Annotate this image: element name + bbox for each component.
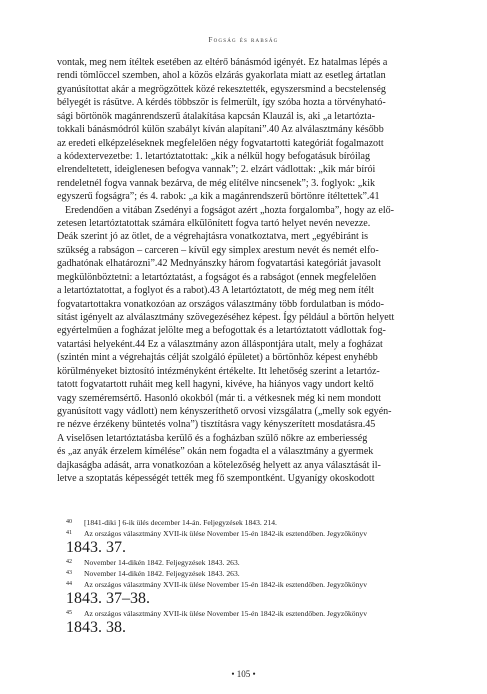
body-line: szükség a rabságon – carceren – kívül egy simplex arestum nevét és nemét elfo-: [57, 244, 379, 256]
footnote: [66, 528, 432, 539]
body-line: rendeletnél fogva vannak bezárva, de még elítélve nincsenek”; 3. foglyok: „kik: [57, 177, 376, 189]
body-line: dajkaságba adását, arra vonatkozóan a kötelezőség helyett az anya választását il-: [57, 459, 381, 471]
footnote-text: November 14-dikén 1842. Feljegyzések 1843. 263.: [84, 558, 240, 567]
body-line: zetesen letartóztatottak számára elkülönített fogva tartó helyet nevén nevezze.: [57, 218, 371, 230]
footnote-text: [1841-diki ] 6-ik ülés december 14-án. Feljegyzések 1843. 214.: [84, 518, 277, 527]
body-line: a kódextervezetbe: 1. letartóztatottak: „kik a nélkül hogy befogatásuk bíróilag: [57, 150, 371, 162]
footnote: [66, 608, 432, 619]
body-line: egyszerű fogságra”; és 4. rabok: „a kik a magánrendszerű börtönre ítéltettek”.41: [57, 191, 380, 203]
footnote-text: Az országos választmány XVII-ik ülése November 15-én 1842-ik esztendőben. Jegyzőkönyv: [84, 609, 367, 618]
body-line: vatartási helyeként.44 Ez a választmány azon álláspontjára utalt, mely a fogházat: [57, 338, 383, 350]
body-line: tokkali bánásmódról külön szabályt kíván alapítani”.40 Az alválasztmány később: [57, 124, 384, 136]
footnote-number: 42: [66, 559, 72, 565]
body-text: [57, 56, 432, 486]
body-line: tatott fogvatartott ruháit meg kell hagyni, kivéve, ha hiányos vagy undort keltő: [57, 379, 374, 391]
footnote-text: November 14-dikén 1842. Feljegyzések 1843. 263.: [84, 569, 240, 578]
footnote-text: Az országos választmány XVII-ik ülése November 15-én 1842-ik esztendőben. Jegyzőkönyv: [84, 529, 367, 538]
body-line: letve a szoptatás képességét tették meg fő szempontként. Ugyanígy okoskodott: [57, 473, 375, 485]
footnote-number: 45: [66, 610, 72, 616]
body-line: gyanúsított vagy vádlott) nem kényszeríthető orvosi vizsgálatra („melly sok egyén-: [57, 405, 392, 417]
body-line: fogvatartottakra vonatkozóan az országos választmány több fordulatban is módo-: [57, 298, 384, 310]
footnote: [66, 557, 432, 568]
footnote-continuation: 1843. 37–38.: [66, 590, 150, 607]
body-line: re nézve érzékeny büntetés volna”) tisztításra vagy kényszerített mosdatásra.45: [57, 419, 376, 431]
body-line: körülményeket biztosító intézményként értékelte. Itt lehetőség szerint a letartóz-: [57, 365, 380, 377]
footnote-number: 40: [66, 519, 72, 525]
page-number: • 105 •: [231, 669, 256, 679]
body-line: egyértelműen a fogházat jelölte meg a befogottak és a letartóztatott vádlottak fog-: [57, 325, 386, 337]
footnote-number: 43: [66, 570, 72, 576]
body-line: A viselősen letartóztatásba kerülő és a fogházban szülő nőkre az emberiesség: [57, 432, 368, 444]
footnote-number: 44: [66, 581, 72, 587]
footnote: [66, 579, 432, 590]
body-line: vagy szeméremsértő. Hasonló okokból (már ti. a vétkesnek még ki nem mondott: [57, 392, 381, 404]
body-line: Eredendően a vitában Zsedényi a fogságot azért „hozta forgalomba”, hogy az elő-: [65, 204, 394, 216]
body-line: és „az anyák érzelem kímélése” okán nem fogadta el a választmány a gyermek: [57, 446, 374, 458]
footnote-continuation: 1843. 38.: [66, 619, 126, 636]
footnote-number: 41: [66, 530, 72, 536]
footnotes: [66, 517, 432, 637]
body-line: rendi tömlöccel szemben, ahol a közös elzárás gyakorlata miatt az esetleg ártatlan: [57, 70, 386, 82]
body-line: vontak, meg nem ítéltek esetében az eltérő bánásmód igényét. Ez hatalmas lépés a: [57, 57, 388, 68]
body-line: megkülönböztetni: a letartóztatást, a fogságot és a rabságot (ennek megfelelően: [57, 271, 377, 283]
body-line: gadhatónak elhatározni”.42 Mednyánszky három fogvatartási kategóriát javasolt: [57, 258, 381, 270]
footnote: [66, 568, 432, 579]
body-line: gyanúsítottat akár a megrögzöttek közé rekesztették, egyszersmind a becstelenség: [57, 83, 386, 95]
body-line: bélyegét is rásütve. A kérdés többször is felmerült, így szóba hozta a törvényható-: [57, 97, 386, 109]
footnote-continuation: 1843. 37.: [66, 539, 126, 556]
footnote: [66, 517, 432, 528]
footnote-text: Az országos választmány XVII-ik ülése November 15-én 1842-ik esztendőben. Jegyzőkönyv: [84, 580, 367, 589]
body-line: (szintén mint a végrehajtás célját szolgáló épületet) a börtönhöz képest enyhébb: [57, 352, 378, 364]
body-line: a letartóztatottat, a foglyot és a rabot).43 A letartóztatott, de még meg nem ítélt: [57, 285, 374, 297]
body-line: Deák szerint jó az ötlet, de a végrehajtásra vonatkoztatva, mert „egyébiránt is: [57, 231, 369, 243]
running-header: Fogság és rabság: [208, 36, 279, 44]
body-line: sági börtönök magánrendszerű átalakítása kapcsán Klauzál is, aki „a letartózta-: [57, 110, 376, 122]
body-line: sítást igényelt az alválasztmány szövegezéséhez képest. Így például a börtön helyett: [57, 312, 395, 324]
body-line: elrendeltetett, ideiglenesen befogva vannak”; 2. elzárt vádlottak: „kik már bírói: [57, 164, 376, 176]
body-line: az eredeti elképzeléseknek megfelelően négy fogvatartotti kategóriát fogalmazott: [57, 137, 384, 149]
